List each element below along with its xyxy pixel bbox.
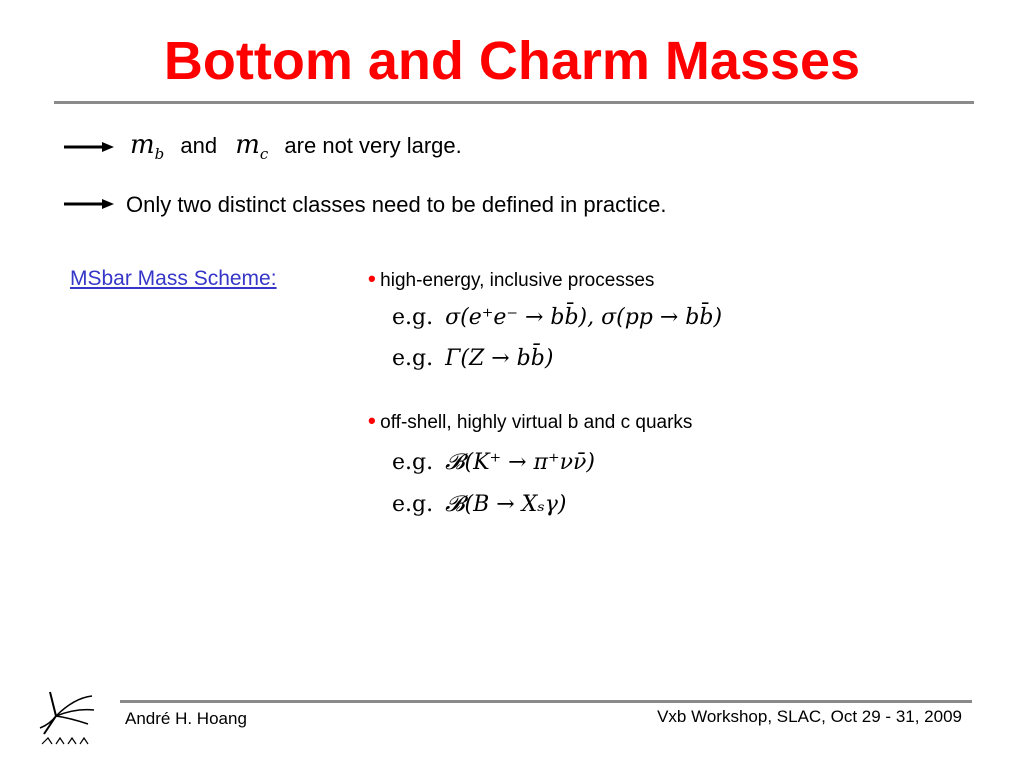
point-1-text: are not very large. (284, 133, 462, 158)
bullet-2-text: off-shell, highly virtual b and c quarks (380, 412, 693, 433)
bullet-dot: • (368, 266, 376, 291)
footer-divider (120, 700, 972, 703)
formula-1b: e.g. Γ(Z → bb̄) (392, 346, 554, 371)
bullet-2 (368, 408, 692, 434)
footer-author: André H. Hoang (125, 709, 247, 728)
slide-title: Bottom and Charm Masses (163, 31, 861, 91)
right-arrow-icon (64, 142, 114, 152)
bullet-1-text: high-energy, inclusive processes (380, 270, 655, 291)
point-1 (130, 132, 462, 167)
math-mb: $m_b$ (130, 130, 165, 164)
formula-2a: e.g. 𝓑(K⁺ → π⁺νν̄) (392, 450, 595, 475)
bullet-1 (368, 266, 654, 292)
bullet-dot: • (368, 408, 376, 433)
footer-event: Vxb Workshop, SLAC, Oct 29 - 31, 2009 (657, 707, 962, 726)
scheme-link[interactable]: MSbar Mass Scheme: (70, 267, 277, 290)
point-2-text: Only two distinct classes need to be defined in practice. (126, 192, 667, 217)
institution-logo (30, 688, 100, 748)
title-divider (54, 101, 974, 104)
formula-1a: e.g. σ(e⁺e⁻ → bb̄), σ(pp → bb̄) (392, 305, 723, 330)
point-1-connector: and (180, 133, 218, 158)
right-arrow-icon (64, 199, 114, 209)
formula-2b: e.g. 𝓑(B → Xₛγ) (392, 492, 567, 517)
math-mc: $m_c$ (235, 130, 269, 164)
